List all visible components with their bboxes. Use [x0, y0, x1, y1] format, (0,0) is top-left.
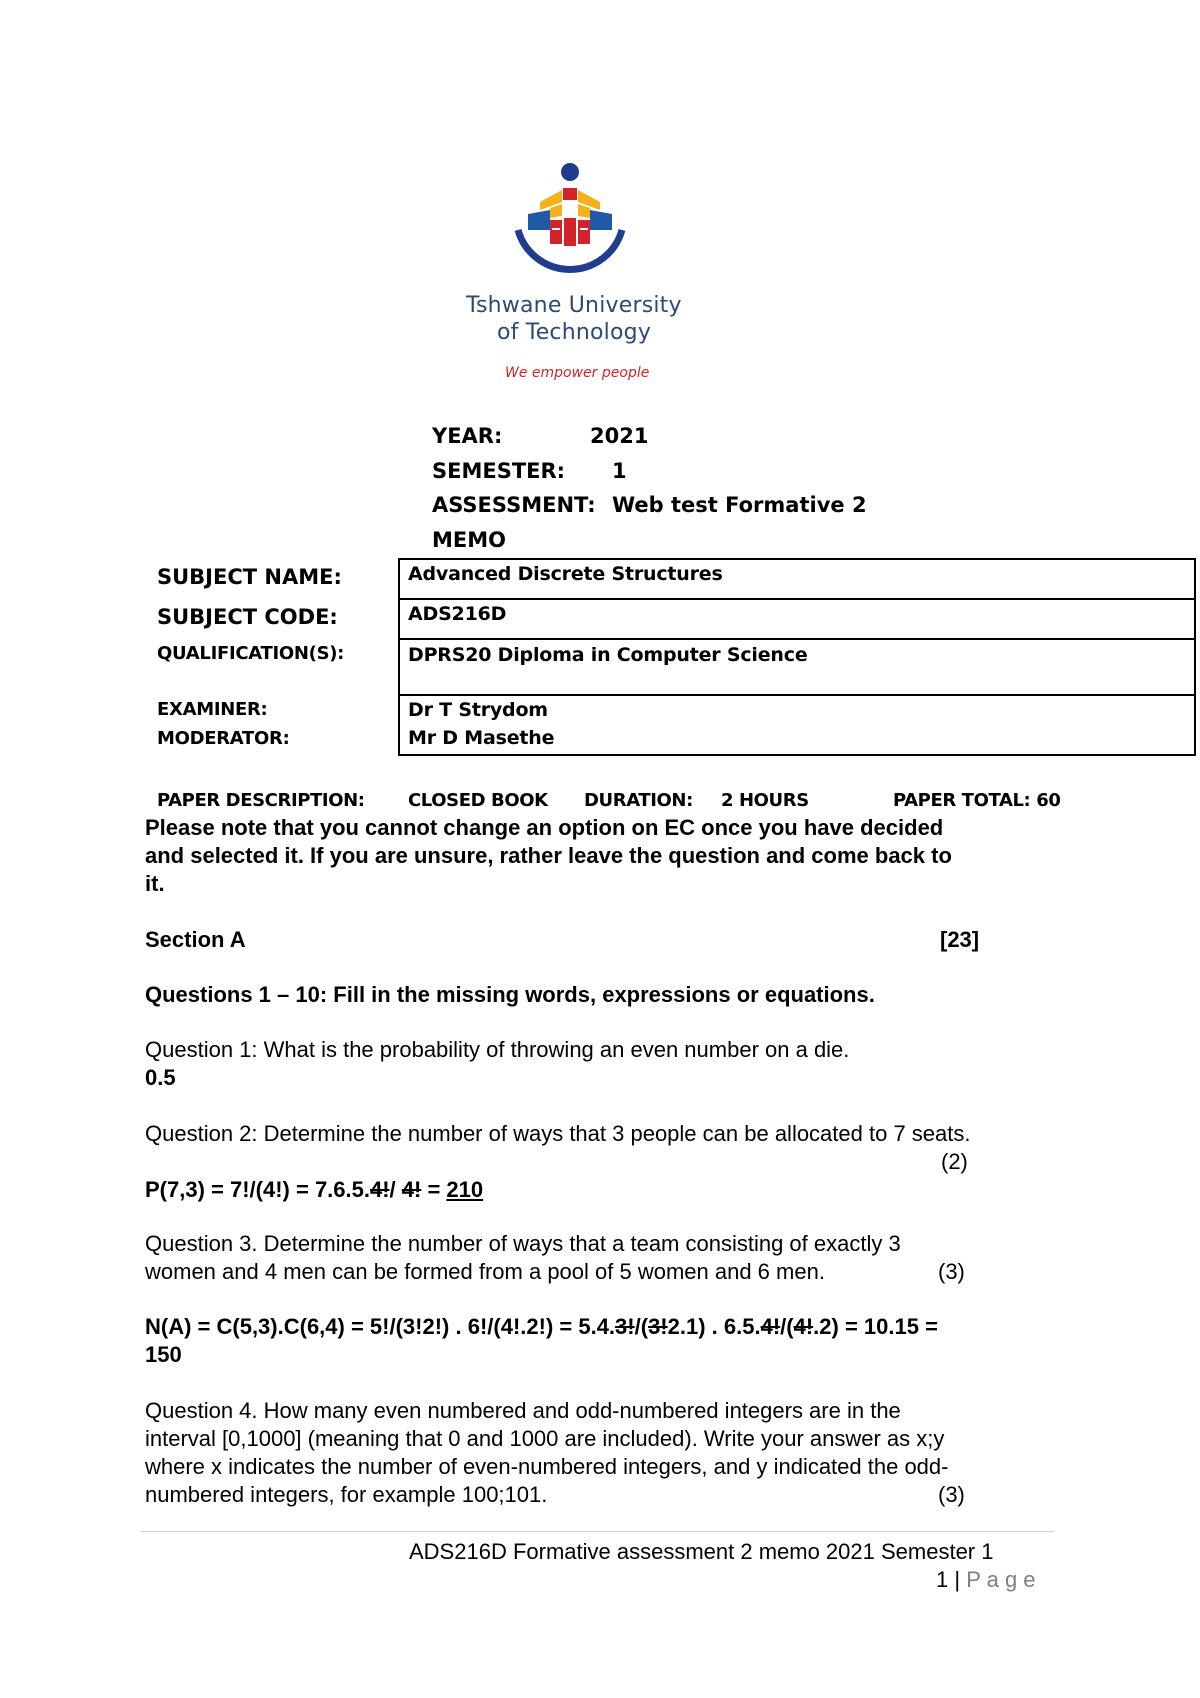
duration-label: DURATION: [584, 790, 693, 811]
q2-answer-part: / [389, 1177, 402, 1202]
q3-answer-part: /( [780, 1314, 794, 1339]
section-marks: [23] [940, 927, 980, 952]
memo-label: MEMO [432, 528, 506, 552]
year-value: 2021 [590, 424, 649, 448]
moderator-value: Mr D Masethe [408, 727, 555, 749]
question-4-line2: interval [0,1000] (meaning that 0 and 1000 are included). Write your answer as x;y [145, 1426, 945, 1451]
q3-cancel: 4! [760, 1314, 781, 1339]
logo-name-line2: of Technology [497, 320, 652, 345]
qualification-value: DPRS20 Diploma in Computer Science [408, 644, 808, 666]
staff-box [398, 694, 1196, 756]
subject-code-label: SUBJECT CODE: [157, 605, 338, 629]
subject-name-label: SUBJECT NAME: [157, 565, 342, 589]
question-3-marks: (3) [938, 1259, 965, 1284]
page-word: P a g e [966, 1567, 1036, 1592]
qualification-box [398, 638, 1196, 696]
question-1-answer: 0.5 [145, 1065, 176, 1090]
section-title: Section A [145, 927, 246, 952]
logo-emblem-icon [500, 158, 640, 288]
subject-name-value: Advanced Discrete Structures [408, 563, 723, 585]
q2-answer-part: = [421, 1177, 447, 1202]
year-label: YEAR: [432, 424, 503, 448]
q2-cancel-1: 4! [369, 1177, 390, 1202]
page-separator: | [954, 1567, 961, 1592]
page-number: 1 [936, 1567, 949, 1592]
qualification-label: QUALIFICATION(S): [157, 643, 345, 664]
q2-answer-part: P(7,3) = 7!/(4!) = 7.6.5. [145, 1177, 370, 1202]
assessment-value: Web test Formative 2 [612, 493, 867, 517]
footer-page [936, 1566, 1036, 1594]
q3-answer-part: N(A) = C(5,3).C(6,4) = 5!/(3!2!) . 6!/(4!.2!) = 5.4. [145, 1314, 616, 1339]
semester-label: SEMESTER: [432, 459, 566, 483]
q3-cancel: 3! [648, 1314, 668, 1339]
question-3-line2: women and 4 men can be formed from a pool of 5 women and 6 men. [145, 1259, 825, 1284]
notice-line2: and selected it. If you are unsure, rather leave the question and come back to [145, 843, 952, 868]
footer-title: ADS216D Formative assessment 2 memo 2021 Semester 1 [409, 1539, 994, 1564]
question-4-marks: (3) [938, 1482, 965, 1507]
moderator-label: MODERATOR: [157, 728, 290, 749]
examiner-value: Dr T Strydom [408, 699, 548, 721]
subject-code-value: ADS216D [408, 603, 507, 625]
paper-description-label: PAPER DESCRIPTION: [157, 790, 365, 811]
assessment-label: ASSESSMENT: [432, 493, 596, 517]
paper-total: PAPER TOTAL: 60 [893, 790, 1061, 811]
q2-cancel-2: 4! [401, 1177, 422, 1202]
instructions: Questions 1 – 10: Fill in the missing words, expressions or equations. [145, 982, 875, 1007]
question-3-answer-line2: 150 [145, 1342, 182, 1367]
paper-description-value: CLOSED BOOK [408, 790, 548, 811]
q3-cancel: 3! [615, 1314, 635, 1339]
question-4-line3: where x indicates the number of even-numbered integers, and y indicated the odd- [145, 1454, 949, 1479]
question-4-line1: Question 4. How many even numbered and odd-numbered integers are in the [145, 1398, 901, 1423]
notice-line3: it. [145, 871, 165, 896]
duration-value: 2 HOURS [721, 790, 809, 811]
logo-tagline: We empower people [505, 365, 650, 381]
university-logo [500, 158, 640, 288]
subject-code-box [398, 598, 1196, 640]
question-2-text: Question 2: Determine the number of ways that 3 people can be allocated to 7 seats. [145, 1121, 971, 1146]
question-2-answer [145, 1176, 483, 1204]
notice-line1: Please note that you cannot change an option on EC once you have decided [145, 815, 944, 840]
examiner-label: EXAMINER: [157, 699, 268, 720]
question-1-text: Question 1: What is the probability of throwing an even number on a die. [145, 1037, 850, 1062]
semester-value: 1 [612, 459, 627, 483]
footer-divider [141, 1531, 1054, 1532]
q3-answer-part: 2.1) . 6.5. [667, 1314, 761, 1339]
q3-answer-part: /( [634, 1314, 649, 1339]
question-4-line4: numbered integers, for example 100;101. [145, 1482, 548, 1507]
subject-name-box [398, 558, 1196, 600]
q3-answer-part: .2) = 10.15 = [813, 1314, 938, 1339]
q3-cancel: 4! [793, 1314, 814, 1339]
question-3-answer-line1 [145, 1313, 938, 1341]
q2-result: 210 [446, 1177, 484, 1202]
logo-name-line1: Tshwane University [466, 293, 682, 318]
question-2-marks: (2) [941, 1149, 968, 1174]
question-3-line1: Question 3. Determine the number of ways that a team consisting of exactly 3 [145, 1231, 901, 1256]
